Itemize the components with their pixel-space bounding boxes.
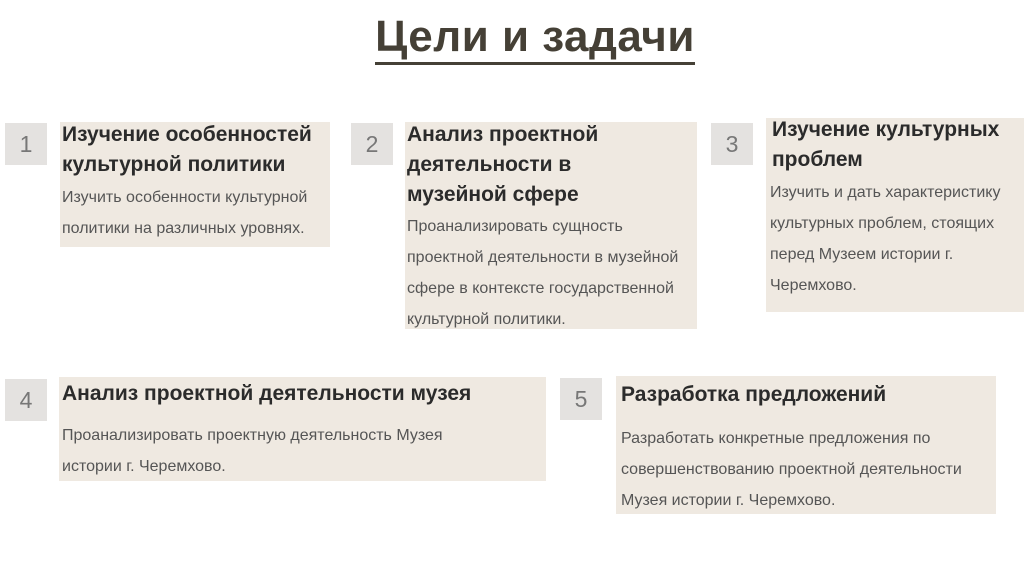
task-2-description-line: сфере в контексте государственной	[407, 280, 674, 297]
task-4-title-line: Анализ проектной деятельности музея	[62, 382, 472, 405]
task-2-description	[407, 211, 697, 335]
task-3-number: 3	[725, 130, 739, 157]
task-2-card	[405, 122, 697, 329]
task-2-title-line: деятельности в	[407, 153, 572, 176]
task-5-title-line: Разработка предложений	[621, 383, 887, 406]
task-3-description-line: перед Музеем истории г.	[770, 246, 954, 263]
task-1-title-line: Изучение особенностей	[62, 123, 312, 146]
task-3-number-badge	[711, 123, 753, 165]
task-5-number: 5	[574, 385, 588, 412]
task-2-title-line: музейной сфере	[407, 183, 579, 206]
slide-title-text: Цели и задачи	[375, 12, 695, 65]
slide-title	[0, 12, 1024, 62]
task-3-title-line: Изучение культурных	[772, 118, 1000, 141]
task-1-description	[62, 182, 330, 244]
task-2-description-line: Проанализировать сущность	[407, 218, 623, 235]
task-2-description-line: культурной политики.	[407, 311, 566, 328]
task-5-description-line: Разработать конкретные предложения по	[621, 430, 931, 447]
task-2-number: 2	[365, 130, 379, 157]
task-1-number: 1	[19, 130, 33, 157]
task-4-description	[61, 420, 546, 482]
task-2-description-line: проектной деятельности в музейной	[407, 249, 679, 266]
task-4-description-line: Проанализировать проектную деятельность Музея	[62, 427, 443, 444]
task-1-title	[62, 120, 330, 180]
task-3-description-line: Изучить и дать характеристику	[770, 184, 1001, 201]
task-4-title	[61, 379, 546, 409]
task-1-number-badge	[5, 123, 47, 165]
task-3-description-line: Черемхово.	[770, 277, 857, 294]
task-4-number: 4	[19, 386, 33, 413]
task-4-description-line: истории г. Черемхово.	[62, 458, 226, 475]
task-3-card	[766, 118, 1024, 312]
task-5-description-line: Музея истории г. Черемхово.	[621, 492, 836, 509]
task-2-title-line: Анализ проектной	[407, 123, 599, 146]
task-3-description-line: культурных проблем, стоящих	[770, 215, 995, 232]
task-3-description	[768, 177, 1024, 301]
task-4-card	[59, 377, 546, 481]
task-1-card	[60, 122, 330, 247]
task-1-title-line: культурной политики	[62, 153, 286, 176]
task-5-description	[618, 423, 996, 516]
task-4-number-badge	[5, 379, 47, 421]
task-5-number-badge	[560, 378, 602, 420]
task-3-title-line: проблем	[772, 148, 863, 171]
task-5-card	[616, 376, 996, 514]
task-5-title	[618, 380, 996, 410]
task-3-title	[768, 118, 1024, 175]
task-1-description-line: Изучить особенности культурной	[62, 189, 308, 206]
task-2-title	[407, 120, 697, 210]
task-2-number-badge	[351, 123, 393, 165]
task-5-description-line: совершенствованию проектной деятельности	[621, 461, 962, 478]
task-1-description-line: политики на различных уровнях.	[62, 220, 305, 237]
